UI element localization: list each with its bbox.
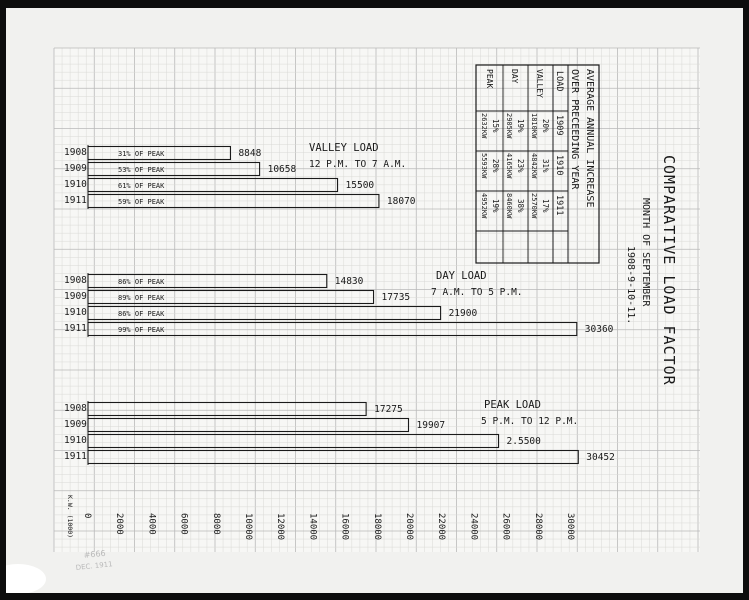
x-tick-label: 30000: [565, 513, 575, 541]
archive-stamp-number: #666: [83, 548, 107, 560]
group-hours-label: 5 P.M. TO 12 P.M.: [481, 416, 579, 427]
bar-percent-label: 53% OF PEAK: [118, 166, 165, 174]
bar-percent-label: 89% OF PEAK: [118, 294, 165, 302]
x-tick-label: 14000: [307, 513, 318, 541]
bar-value-label: 2.5500: [506, 436, 541, 447]
table-kw-cell: 4952KW: [480, 193, 488, 219]
bar-value-label: 19907: [416, 420, 446, 431]
bar-year-label: 1910: [64, 435, 87, 446]
table-percent-cell: 23%: [516, 159, 525, 173]
table-percent-cell: 15%: [491, 119, 500, 133]
bar-value-label: 8848: [238, 148, 262, 159]
bar-year-label: 1911: [64, 195, 87, 206]
bar-year-label: 1910: [64, 307, 87, 318]
table-percent-cell: 17%: [541, 199, 550, 213]
chart-subtitle: MONTH OF SEPTEMBER: [640, 198, 651, 307]
table-kw-cell: 2632KW: [480, 113, 488, 139]
x-tick-label: 28000: [532, 513, 543, 541]
bar-year-label: 1911: [64, 451, 87, 462]
group-name-label: PEAK LOAD: [484, 399, 541, 411]
x-tick-label: 10000: [243, 513, 253, 541]
bar-year-label: 1909: [64, 419, 87, 430]
bar-value-label: 14830: [334, 276, 364, 287]
table-percent-cell: 20%: [541, 119, 550, 133]
table-kw-cell: 8460KW: [505, 193, 513, 219]
bar-year-label: 1911: [64, 323, 87, 334]
bar-year-label: 1909: [64, 163, 87, 174]
x-tick-label: 18000: [371, 513, 382, 541]
group-name-label: VALLEY LOAD: [309, 142, 379, 154]
table-subtitle: OVER PRECEEDING YEAR: [569, 69, 580, 190]
bar-value-label: 30360: [584, 324, 614, 335]
table-kw-cell: 4842KW: [530, 153, 538, 179]
table-kw-cell: 2570KW: [530, 193, 538, 219]
x-tick-label: 8000: [210, 513, 221, 535]
table-percent-cell: 19%: [516, 119, 525, 133]
chart-sheet: [6, 8, 743, 593]
bar-value-label: 30452: [586, 452, 615, 463]
x-tick-label: 2000: [114, 513, 125, 535]
x-tick-label: 26000: [500, 513, 511, 541]
x-tick-label: 24000: [468, 513, 479, 541]
bar-year-label: 1908: [64, 147, 87, 158]
bar-year-label: 1908: [64, 403, 87, 414]
bar-value-label: 18070: [386, 196, 416, 207]
bar-percent-label: 59% OF PEAK: [118, 198, 165, 206]
table-kw-cell: 1810KW: [530, 113, 538, 139]
table-row-label: DAY: [510, 69, 519, 84]
bar-year-label: 1908: [64, 275, 87, 286]
bar-percent-label: 86% OF PEAK: [118, 310, 165, 318]
bar-value-label: 17275: [374, 404, 403, 415]
x-tick-label: 0: [82, 513, 92, 519]
x-tick-label: 16000: [339, 513, 350, 541]
x-tick-label: 6000: [178, 513, 189, 535]
bar-value-label: 21900: [448, 308, 478, 319]
table-header-cell: LOAD: [554, 71, 564, 92]
table-row-label: VALLEY: [535, 69, 544, 98]
x-tick-label: 22000: [436, 513, 447, 541]
archive-stamp-date: DEC. 1911: [75, 560, 113, 572]
table-percent-cell: 31%: [541, 159, 550, 173]
table-header-cell: 1909: [554, 115, 564, 136]
load-factor-chart: [6, 8, 743, 593]
x-tick-label: 20000: [404, 513, 414, 541]
bar-value-label: 15500: [345, 180, 375, 191]
axis-unit-label: K.W. (1000): [66, 495, 74, 539]
bar-year-label: 1910: [64, 179, 87, 190]
bar-percent-label: 61% OF PEAK: [118, 182, 165, 190]
table-header-cell: 1911: [554, 195, 564, 216]
table-percent-cell: 28%: [491, 159, 500, 173]
bar-percent-label: 31% OF PEAK: [118, 150, 165, 158]
table-percent-cell: 19%: [491, 199, 500, 213]
table-row-label: PEAK: [485, 69, 494, 89]
archive-stamp-blot: [6, 564, 46, 593]
table-kw-cell: 5593KW: [480, 153, 488, 179]
table-percent-cell: 38%: [516, 199, 525, 213]
group-name-label: DAY LOAD: [436, 270, 487, 282]
table-header-cell: 1910: [554, 155, 564, 176]
group-hours-label: 12 P.M. TO 7 A.M.: [309, 159, 407, 170]
group-hours-label: 7 A.M. TO 5 P.M.: [431, 287, 523, 298]
x-tick-label: 4000: [146, 513, 157, 535]
x-tick-label: 12000: [275, 513, 286, 541]
table-title: AVERAGE ANNUAL INCREASE: [584, 69, 595, 208]
bar-value-label: 17735: [381, 292, 411, 303]
table-kw-cell: 2905KW: [505, 113, 513, 139]
bar-year-label: 1909: [64, 291, 87, 302]
bar-percent-label: 86% OF PEAK: [118, 278, 165, 286]
bar-percent-label: 99% OF PEAK: [118, 326, 165, 334]
chart-subtitle-years: 1908-9-10-11.: [625, 246, 636, 325]
table-kw-cell: 4165KW: [505, 153, 513, 179]
bar-value-label: 10658: [267, 164, 297, 175]
chart-title: COMPARATIVE LOAD FACTOR: [660, 155, 678, 386]
